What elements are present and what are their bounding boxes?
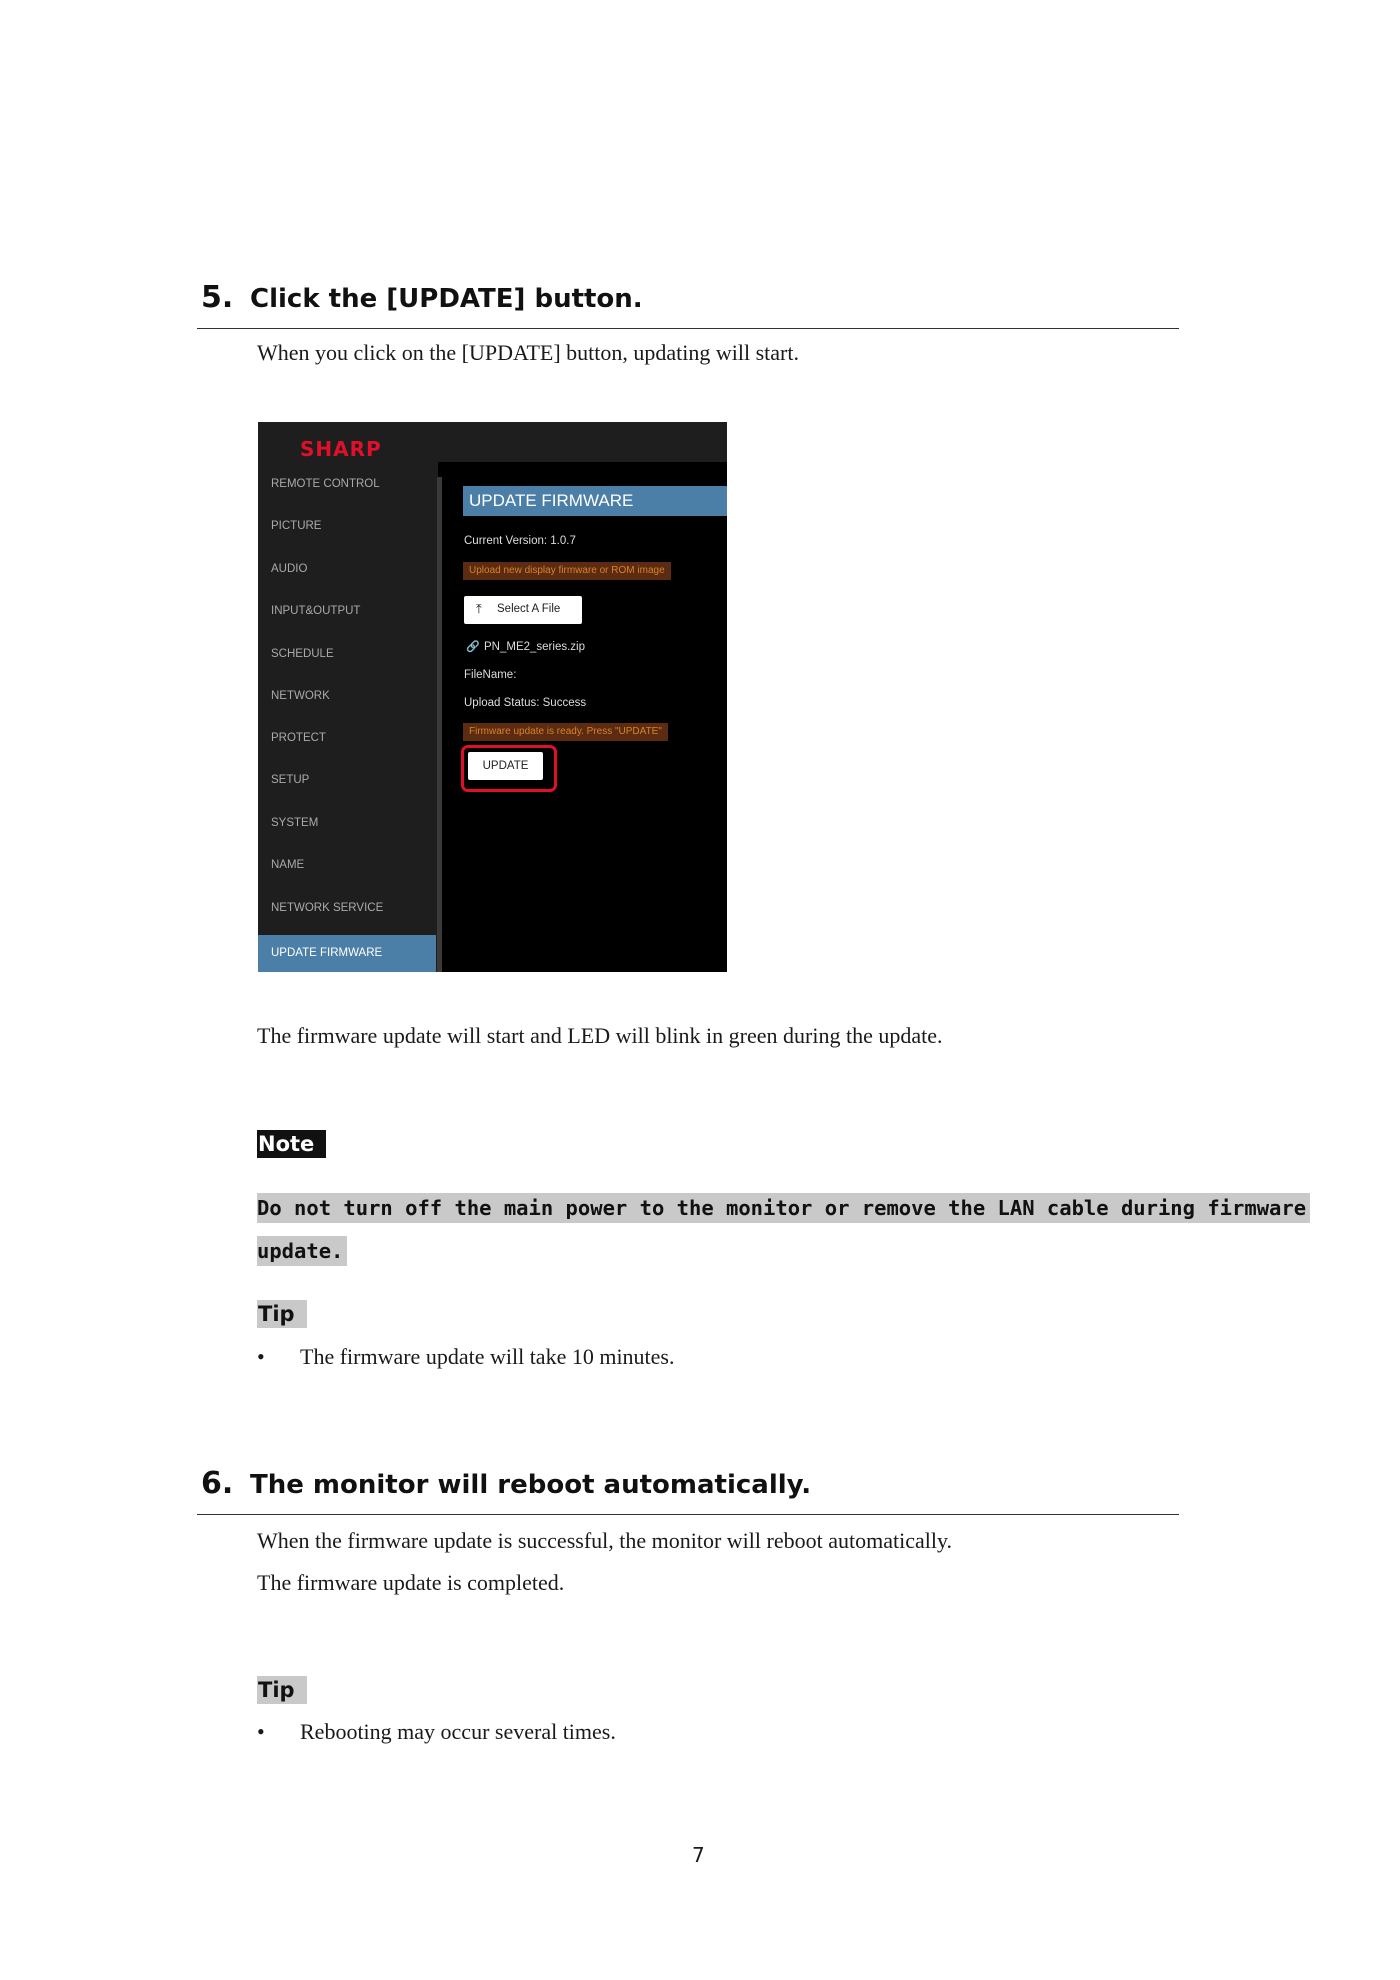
select-file-label: Select A File [497, 603, 561, 615]
upload-status: Upload Status: Success [464, 697, 587, 709]
firmware-screenshot [258, 422, 727, 972]
tip-1-text: The firmware update will take 10 minutes. [300, 1344, 675, 1369]
page-number: 7 [692, 1843, 705, 1867]
step-title: Click the [UPDATE] button. [250, 284, 643, 314]
step-number: 5. [201, 280, 234, 315]
sharp-logo: SHARP [300, 437, 382, 461]
sidebar-item-remote-control[interactable]: REMOTE CONTROL [271, 478, 380, 490]
selected-file-name: PN_ME2_series.zip [484, 641, 585, 653]
step-5-after: The firmware update will start and LED will blink in green during the update. [257, 1023, 943, 1048]
top-bar [438, 422, 727, 462]
tip-label: Tip [257, 1300, 307, 1328]
sidebar-item-update-firmware[interactable] [258, 935, 436, 972]
upload-icon: ⤒ [476, 601, 482, 616]
update-button[interactable]: UPDATE [468, 752, 543, 780]
step-number: 6. [201, 1466, 234, 1501]
panel-header [463, 486, 727, 516]
current-version: Current Version: 1.0.7 [464, 535, 576, 547]
step-6-line-1: When the firmware update is successful, the monitor will reboot automatically. [257, 1528, 953, 1553]
tip-2-text: Rebooting may occur several times. [300, 1719, 616, 1744]
tip-label: Tip [257, 1676, 307, 1704]
sidebar-item-network[interactable]: NETWORK [271, 690, 330, 702]
step-6-line-2: The firmware update is completed. [257, 1570, 565, 1595]
paperclip-icon: 🔗 [466, 641, 480, 653]
note-line-1: Do not turn off the main power to the monitor or remove the LAN cable during firmware [257, 1193, 1310, 1223]
note-label: Note [257, 1130, 326, 1158]
step-5-heading [197, 280, 1179, 329]
sidebar-item-picture[interactable]: PICTURE [271, 520, 322, 532]
sidebar-item-name[interactable]: NAME [271, 859, 305, 871]
step-title: The monitor will reboot automatically. [250, 1470, 812, 1500]
file-name-label: FileName: [464, 669, 517, 681]
sidebar-item-system[interactable]: SYSTEM [271, 817, 319, 829]
sidebar-item-protect[interactable]: PROTECT [271, 732, 326, 744]
select-file-button[interactable] [464, 596, 582, 624]
scrollbar[interactable] [437, 477, 442, 972]
sidebar [258, 422, 438, 972]
panel-title: UPDATE FIRMWARE [469, 491, 634, 510]
sidebar-item-input-output[interactable]: INPUT&OUTPUT [271, 605, 361, 617]
sidebar-item-label: UPDATE FIRMWARE [271, 947, 383, 959]
step-6-heading [197, 1466, 1179, 1515]
sidebar-item-setup[interactable]: SETUP [271, 774, 310, 786]
sidebar-item-network-service[interactable]: NETWORK SERVICE [271, 902, 384, 914]
sidebar-item-schedule[interactable]: SCHEDULE [271, 648, 334, 660]
step-5-intro: When you click on the [UPDATE] button, updating will start. [257, 340, 799, 365]
upload-hint: Upload new display firmware or ROM image [463, 562, 671, 580]
bullet: • [257, 1344, 265, 1369]
bullet: • [257, 1719, 265, 1744]
note-line-2: update. [257, 1236, 347, 1266]
ready-message: Firmware update is ready. Press "UPDATE" [463, 723, 668, 741]
sidebar-item-audio[interactable]: AUDIO [271, 563, 308, 575]
